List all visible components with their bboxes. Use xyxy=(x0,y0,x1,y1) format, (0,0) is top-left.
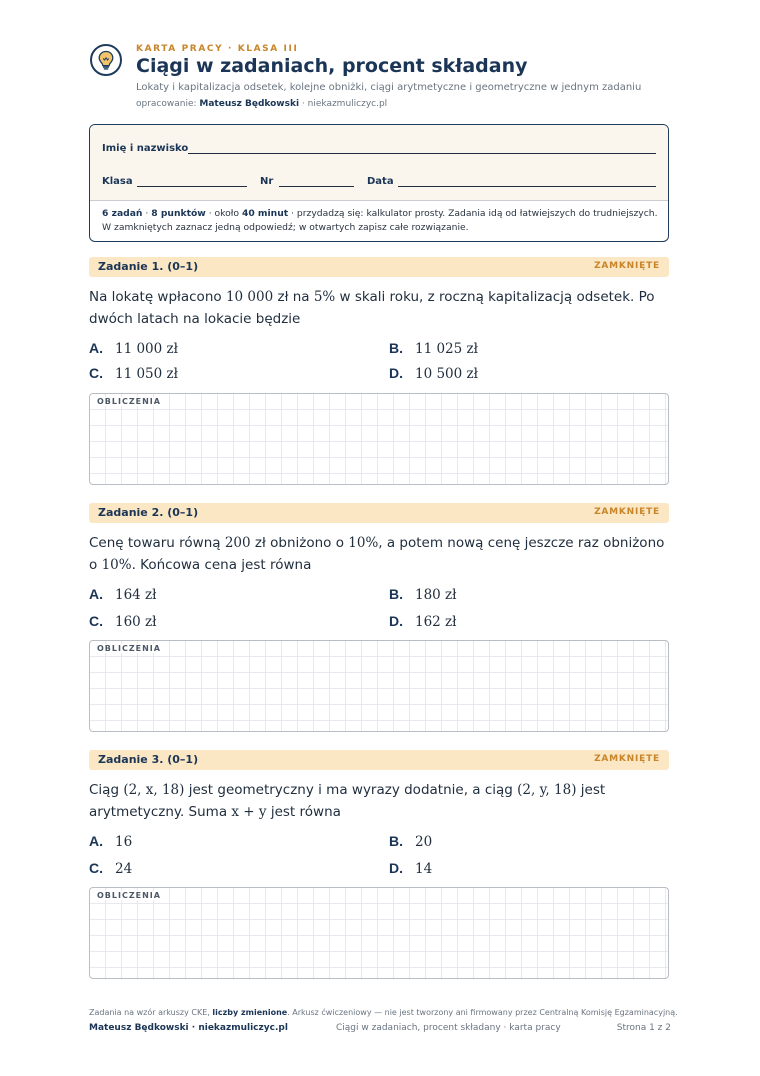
worksheet-kicker: KARTA PRACY · KLASA III xyxy=(136,44,299,54)
option-letter: D. xyxy=(389,613,403,629)
option-value: 11 025 zł xyxy=(415,341,479,357)
task-2-option-d[interactable] xyxy=(389,613,457,630)
class-field[interactable] xyxy=(137,186,247,187)
question-text: w skali roku, z roczną kapitalizacją odsetek. Po dwóch latach na lokacie będzie xyxy=(89,289,655,327)
nr-field[interactable] xyxy=(279,186,354,187)
task-3-option-c[interactable] xyxy=(89,860,132,877)
math-value: 10 000 xyxy=(225,289,274,305)
footer-author: Mateusz Będkowski · niekazmuliczyc.pl xyxy=(89,1023,288,1033)
page-title: Ciągi w zadaniach, procent składany xyxy=(136,55,528,77)
task-1-title: Zadanie 1. (0–1) xyxy=(98,260,199,273)
worksheet-description xyxy=(102,207,658,235)
question-text: Cenę towaru równą xyxy=(89,535,225,551)
math-value: 5% xyxy=(313,289,336,305)
math-value: (2, y, 18) xyxy=(517,782,577,798)
question-text: jest równa xyxy=(266,804,341,820)
question-text: , a potem nową cenę jeszcze raz obniżono o xyxy=(89,535,665,573)
desc-time-prefix: · około xyxy=(205,208,242,219)
option-letter: B. xyxy=(389,340,403,356)
option-value: 11 050 zł xyxy=(115,366,179,382)
page-number: Strona 1 z 2 xyxy=(616,1023,671,1033)
task-2-option-b[interactable] xyxy=(389,586,457,603)
task-2-option-a[interactable] xyxy=(89,586,157,603)
student-info-box xyxy=(89,124,669,242)
math-value: x + y xyxy=(231,804,267,820)
task-3-question xyxy=(89,779,669,823)
calculation-label: OBLICZENIA xyxy=(97,891,161,900)
desc-instructions: · przydadzą się: kalkulator prosty. Zadania idą od łatwiejszych do trudniejszych. W zamkniętych zaznacz jedną odpowiedź; w otwartych zapisz całe rozwiązanie. xyxy=(102,208,658,233)
disclaimer-text: Zadania na wzór arkuszy CKE, xyxy=(89,1008,213,1017)
author-prefix: opracowanie: xyxy=(136,99,200,109)
disclaimer-text: . Arkusz ćwiczeniowy — nie jest tworzony ani firmowany przez Centralną Komisję Egzaminacyjną. xyxy=(287,1008,678,1017)
option-value: 160 zł xyxy=(115,614,157,630)
question-text: . Końcowa cena jest równa xyxy=(131,557,312,573)
author-line xyxy=(136,99,387,109)
option-letter: D. xyxy=(389,365,403,381)
task-3-header xyxy=(89,750,669,770)
option-letter: C. xyxy=(89,860,103,876)
option-value: 164 zł xyxy=(115,587,157,603)
math-value: 10% xyxy=(101,557,132,573)
option-letter: C. xyxy=(89,365,103,381)
time-estimate: 40 minut xyxy=(241,208,289,219)
task-3-option-d[interactable] xyxy=(389,860,432,877)
task-1-header xyxy=(89,257,669,277)
calculation-label: OBLICZENIA xyxy=(97,644,161,653)
option-letter: A. xyxy=(89,340,103,356)
desc-separator: · xyxy=(142,208,152,219)
option-value: 14 xyxy=(415,861,433,877)
option-value: 20 xyxy=(415,834,433,850)
question-text: jest geometryczny i ma wyrazy dodatnie, a ciąg xyxy=(184,782,518,798)
footer-disclaimer xyxy=(89,1008,678,1017)
name-field[interactable] xyxy=(188,153,656,154)
task-2-title: Zadanie 2. (0–1) xyxy=(98,506,199,519)
date-label: Data xyxy=(367,176,394,187)
option-letter: A. xyxy=(89,833,103,849)
task-2-header xyxy=(89,503,669,523)
task-1-option-a[interactable] xyxy=(89,340,178,357)
task-3-type-badge: ZAMKNIĘTE xyxy=(594,754,660,764)
option-value: 180 zł xyxy=(415,587,457,603)
option-value: 162 zł xyxy=(415,614,457,630)
option-letter: D. xyxy=(389,860,403,876)
footer-document-title: Ciągi w zadaniach, procent składany · karta pracy xyxy=(336,1023,561,1033)
page-subtitle: Lokaty i kapitalizacja odsetek, kolejne obniżki, ciągi arytmetyczne i geometryczne w jednym zadaniu xyxy=(136,82,642,93)
task-2-calculation-grid[interactable] xyxy=(89,640,669,732)
question-text: jest arytmetyczny. Suma xyxy=(89,782,606,820)
task-2-question xyxy=(89,532,669,576)
question-text: Na lokatę wpłacono xyxy=(89,289,226,305)
class-label: Klasa xyxy=(102,176,133,187)
option-letter: C. xyxy=(89,613,103,629)
option-letter: A. xyxy=(89,586,103,602)
calculation-label: OBLICZENIA xyxy=(97,397,161,406)
date-field[interactable] xyxy=(398,186,656,187)
task-count: 6 zadań xyxy=(102,208,143,219)
option-value: 16 xyxy=(115,834,133,850)
math-value: (2, x, 18) xyxy=(123,782,185,798)
task-1-question xyxy=(89,286,669,330)
task-1-calculation-grid[interactable] xyxy=(89,393,669,485)
task-1-option-c[interactable] xyxy=(89,365,178,382)
task-1-option-b[interactable] xyxy=(389,340,478,357)
task-3-title: Zadanie 3. (0–1) xyxy=(98,753,199,766)
points-total: 8 punktów xyxy=(151,208,206,219)
task-1-option-d[interactable] xyxy=(389,365,478,382)
question-text: zł na xyxy=(273,289,314,305)
question-text: zł obniżono o xyxy=(250,535,349,551)
author-site: · niekazmuliczyc.pl xyxy=(299,99,388,109)
option-value: 10 500 zł xyxy=(415,366,479,382)
lightbulb-icon xyxy=(90,44,122,76)
math-value: 10% xyxy=(348,535,379,551)
task-3-option-a[interactable] xyxy=(89,833,132,850)
name-label: Imię i nazwisko xyxy=(102,143,189,154)
nr-label: Nr xyxy=(260,176,274,187)
option-value: 11 000 zł xyxy=(115,341,179,357)
option-value: 24 xyxy=(115,861,133,877)
option-letter: B. xyxy=(389,586,403,602)
math-value: 200 xyxy=(224,535,251,551)
task-2-option-c[interactable] xyxy=(89,613,157,630)
task-3-calculation-grid[interactable] xyxy=(89,887,669,979)
student-fields xyxy=(90,125,668,201)
task-1-type-badge: ZAMKNIĘTE xyxy=(594,261,660,271)
option-letter: B. xyxy=(389,833,403,849)
task-2-type-badge: ZAMKNIĘTE xyxy=(594,507,660,517)
author-name: Mateusz Będkowski xyxy=(199,99,300,109)
question-text: Ciąg xyxy=(89,782,124,798)
disclaimer-emphasis: liczby zmienione xyxy=(212,1008,288,1017)
task-3-option-b[interactable] xyxy=(389,833,432,850)
